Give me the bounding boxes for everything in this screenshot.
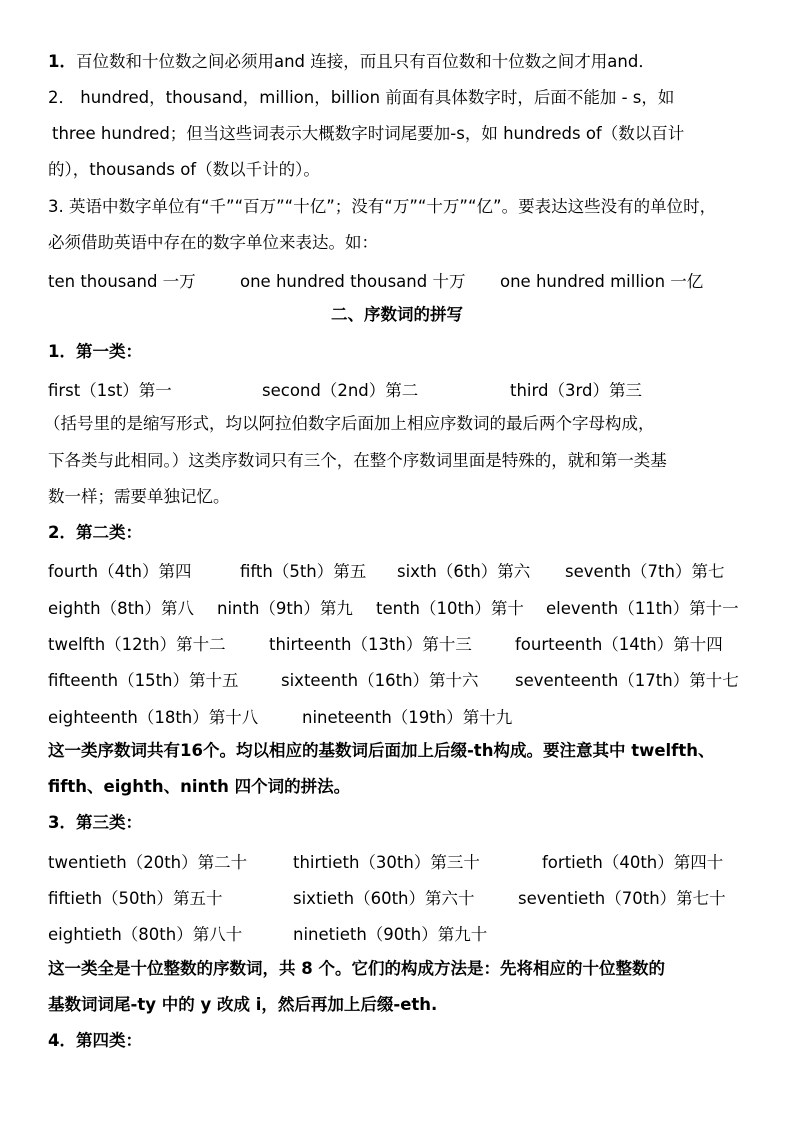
category-2-heading: 2．第二类： [48, 523, 142, 542]
ordinal-item: fiftieth（50th）第五十 [48, 889, 223, 908]
ordinal-item: sixteenth（16th）第十六 [281, 671, 479, 690]
ordinal-item: nineteenth（19th）第十九 [302, 708, 513, 727]
ordinal-item: ninth（9th）第九 [217, 599, 353, 618]
category-3-heading: 3．第三类： [48, 813, 142, 832]
ordinal-item: seventh（7th）第七 [565, 562, 725, 581]
section-title: 二、序数词的拼写 [331, 305, 463, 324]
note-line-4: 的），thousands of（数以千计的）。 [48, 160, 320, 179]
example-hundred-million: one hundred million 一亿 [500, 272, 704, 291]
note-line-2: 2． hundred，thousand，million，billion 前面有具体数字时，后面不能加 - s，如 [48, 88, 675, 107]
ordinal-item: eleventh（11th）第十一 [546, 599, 739, 618]
note-line-5: 3. 英语中数字单位有“千”“百万”“十亿”；没有“万”“十万”“亿”。要表达这些没有的单位时， [48, 197, 717, 216]
ordinal-item: thirtieth（30th）第三十 [293, 853, 480, 872]
ordinal-item: fourteenth（14th）第十四 [515, 635, 723, 654]
category-3-note-1: 这一类全是十位整数的序数词，共 8 个。它们的构成方法是：先将相应的十位整数的 [48, 959, 665, 978]
note-number: 1． [48, 52, 76, 71]
category-2-note-1: 这一类序数词共有16个。均以相应的基数词后面加上后缀-th构成。要注意其中 twelfth、 [48, 741, 715, 760]
ordinal-item: eighteenth（18th）第十八 [48, 708, 259, 727]
note-line-3: three hundred；但当这些词表示大概数字时词尾要加-s，如 hundreds of（数以百计 [52, 124, 685, 143]
ordinal-item: thirteenth（13th）第十三 [269, 635, 472, 654]
category-2-note-2: fifth、eighth、ninth 四个词的拼法。 [48, 777, 351, 796]
category-1-desc-1: （括号里的是缩写形式，均以阿拉伯数字后面加上相应序数词的最后两个字母构成， [44, 414, 655, 433]
example-hundred-thousand: one hundred thousand 十万 [240, 272, 466, 291]
note-line-6: 必须借助英语中存在的数字单位来表达。如： [48, 233, 378, 252]
ordinal-item: third（3rd）第三 [510, 381, 642, 400]
ordinal-item: second（2nd）第二 [262, 381, 419, 400]
note-text: 百位数和十位数之间必须用and 连接，而且只有百位数和十位数之间才用and． [75, 52, 655, 71]
category-1-heading: 1．第一类： [48, 342, 142, 361]
example-ten-thousand: ten thousand 一万 [48, 272, 196, 291]
ordinal-item: tenth（10th）第十 [376, 599, 524, 618]
ordinal-item: ninetieth（90th）第九十 [293, 925, 488, 944]
ordinal-item: sixtieth（60th）第六十 [293, 889, 475, 908]
ordinal-item: fourth（4th）第四 [48, 562, 192, 581]
ordinal-item: seventieth（70th）第七十 [518, 889, 726, 908]
ordinal-item: eightieth（80th）第八十 [48, 925, 243, 944]
ordinal-item: twentieth（20th）第二十 [48, 853, 248, 872]
category-1-desc-3: 数一样；需要单独记忆。 [48, 487, 230, 506]
ordinal-item: seventeenth（17th）第十七 [515, 671, 739, 690]
ordinal-item: first（1st）第一 [48, 381, 172, 400]
note-line-1 [48, 51, 655, 73]
category-4-heading: 4．第四类： [48, 1031, 142, 1050]
ordinal-item: fifteenth（15th）第十五 [48, 671, 239, 690]
category-1-desc-2: 下各类与此相同。）这类序数词只有三个，在整个序数词里面是特殊的，就和第一类基 [48, 451, 667, 470]
ordinal-item: fifth（5th）第五 [240, 562, 367, 581]
ordinal-item: fortieth（40th）第四十 [542, 853, 724, 872]
ordinal-item: twelfth（12th）第十二 [48, 635, 226, 654]
ordinal-item: sixth（6th）第六 [397, 562, 531, 581]
ordinal-item: eighth（8th）第八 [48, 599, 195, 618]
category-3-note-2: 基数词词尾-ty 中的 y 改成 i，然后再加上后缀-eth. [48, 995, 438, 1014]
